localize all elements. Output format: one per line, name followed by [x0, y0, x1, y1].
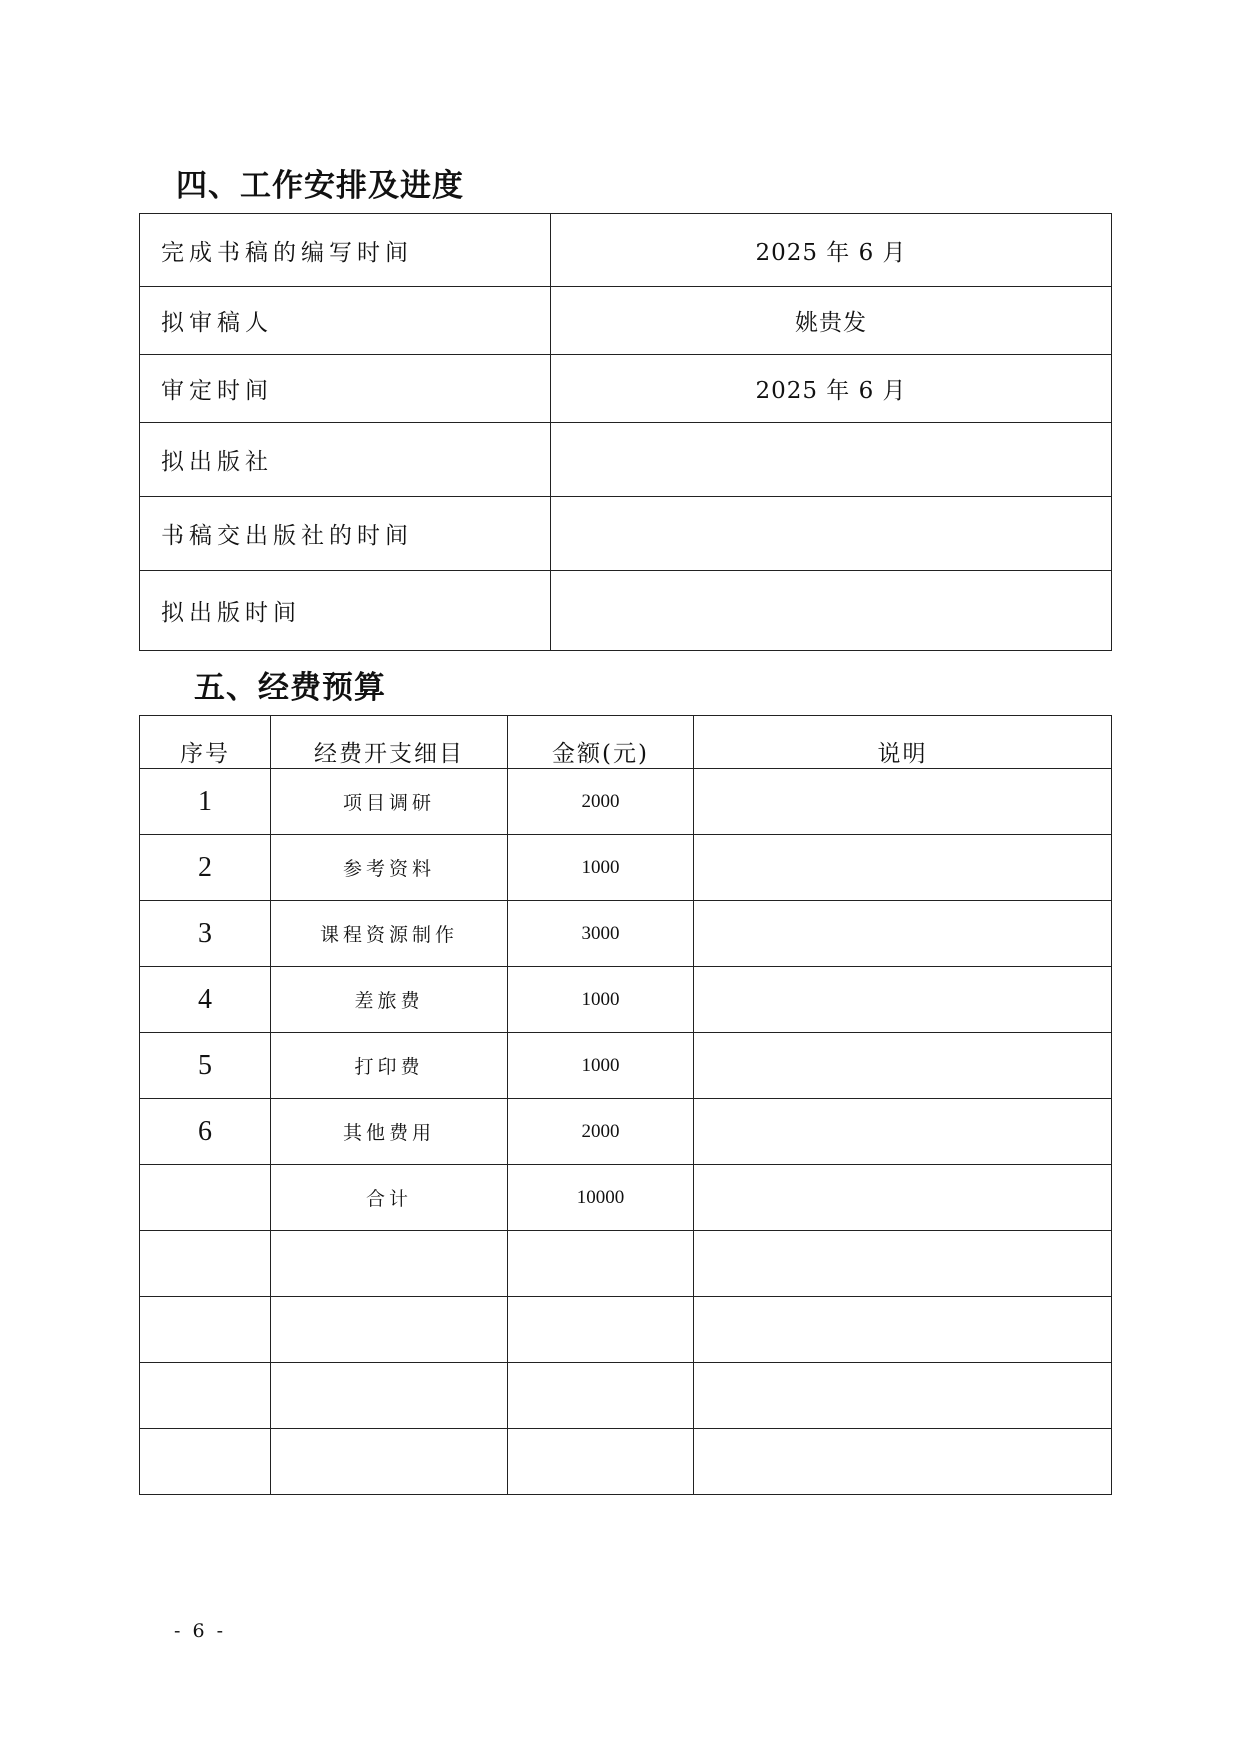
- row-note: [694, 835, 1112, 901]
- schedule-value: [551, 423, 1112, 497]
- row-seq: 1: [140, 769, 271, 835]
- row-seq: [140, 1363, 271, 1429]
- table-row: [140, 1231, 1112, 1297]
- schedule-value: 2025 年 6 月: [551, 214, 1112, 287]
- row-note: [694, 1165, 1112, 1231]
- row-item: 打印费: [271, 1033, 508, 1099]
- row-amount: 10000: [508, 1165, 694, 1231]
- table-row: [140, 287, 1112, 355]
- work-schedule-table: [139, 213, 1112, 651]
- row-amount: 1000: [508, 1033, 694, 1099]
- section-5-title: 五、经费预算: [194, 670, 386, 706]
- header-seq: 序号: [140, 716, 271, 769]
- schedule-value: 姚贵发: [551, 287, 1112, 355]
- row-item: 项目调研: [271, 769, 508, 835]
- table-row: [140, 1429, 1112, 1495]
- row-item: 其他费用: [271, 1099, 508, 1165]
- schedule-label: 拟出版时间: [140, 571, 551, 651]
- row-note: [694, 1429, 1112, 1495]
- row-item: 差旅费: [271, 967, 508, 1033]
- schedule-label: 完成书稿的编写时间: [140, 214, 551, 287]
- row-seq: [140, 1429, 271, 1495]
- schedule-label: 审定时间: [140, 355, 551, 423]
- row-item: 合计: [271, 1165, 508, 1231]
- table-row: [140, 967, 1112, 1033]
- row-seq: [140, 1165, 271, 1231]
- row-seq: 6: [140, 1099, 271, 1165]
- table-row: [140, 1099, 1112, 1165]
- row-amount: 2000: [508, 769, 694, 835]
- row-item: 课程资源制作: [271, 901, 508, 967]
- table-row: [140, 571, 1112, 651]
- row-item: [271, 1429, 508, 1495]
- row-note: [694, 1033, 1112, 1099]
- row-note: [694, 967, 1112, 1033]
- row-note: [694, 1297, 1112, 1363]
- table-row: [140, 1297, 1112, 1363]
- schedule-value: [551, 571, 1112, 651]
- schedule-label: 书稿交出版社的时间: [140, 497, 551, 571]
- section-4-title: 四、工作安排及进度: [176, 168, 464, 204]
- schedule-label: 拟出版社: [140, 423, 551, 497]
- row-seq: [140, 1297, 271, 1363]
- row-item: 参考资料: [271, 835, 508, 901]
- row-note: [694, 1363, 1112, 1429]
- table-row: [140, 497, 1112, 571]
- page-number: - 6 -: [174, 1620, 227, 1642]
- header-note: 说明: [694, 716, 1112, 769]
- row-note: [694, 1099, 1112, 1165]
- budget-table: [139, 715, 1112, 1495]
- row-item: [271, 1231, 508, 1297]
- table-row: [140, 1033, 1112, 1099]
- row-seq: [140, 1231, 271, 1297]
- row-seq: 5: [140, 1033, 271, 1099]
- table-row: [140, 423, 1112, 497]
- table-header-row: [140, 716, 1112, 769]
- row-amount: [508, 1297, 694, 1363]
- row-amount: 2000: [508, 1099, 694, 1165]
- row-amount: 1000: [508, 967, 694, 1033]
- row-amount: [508, 1231, 694, 1297]
- header-amount: 金额(元): [508, 716, 694, 769]
- row-item: [271, 1297, 508, 1363]
- row-item: [271, 1363, 508, 1429]
- table-row: [140, 769, 1112, 835]
- header-item: 经费开支细目: [271, 716, 508, 769]
- row-amount: 1000: [508, 835, 694, 901]
- table-row: [140, 1363, 1112, 1429]
- row-seq: 4: [140, 967, 271, 1033]
- schedule-value: [551, 497, 1112, 571]
- row-seq: 2: [140, 835, 271, 901]
- schedule-value: 2025 年 6 月: [551, 355, 1112, 423]
- table-row: [140, 214, 1112, 287]
- row-note: [694, 1231, 1112, 1297]
- table-row: [140, 355, 1112, 423]
- schedule-label: 拟审稿人: [140, 287, 551, 355]
- row-amount: [508, 1363, 694, 1429]
- table-row: [140, 901, 1112, 967]
- table-row-total: [140, 1165, 1112, 1231]
- row-amount: 3000: [508, 901, 694, 967]
- row-seq: 3: [140, 901, 271, 967]
- table-row: [140, 835, 1112, 901]
- row-note: [694, 769, 1112, 835]
- row-note: [694, 901, 1112, 967]
- row-amount: [508, 1429, 694, 1495]
